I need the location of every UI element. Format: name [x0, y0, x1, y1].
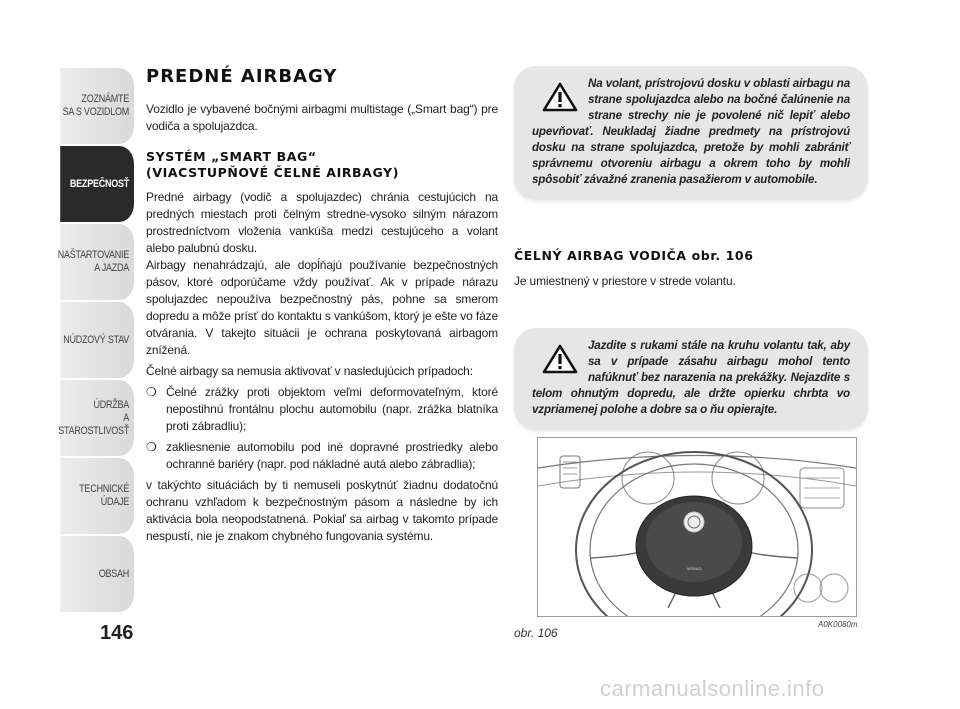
bullet-item	[146, 384, 498, 435]
driver-airbag-title: ČELNÝ AIRBAG VODIČA obr. 106	[514, 248, 754, 263]
warning-box-2	[514, 328, 868, 430]
warning-box-1	[514, 66, 868, 200]
paragraph-1: Predné airbagy (vodič a spolujazdec) chránia cestujúcich na predných miestach proti čelným stredne-vysoko silným nárazom prostredníctvom vloženia vankúša medzi cestujúceho a volant alebo palubnú dosku.	[146, 190, 498, 255]
intro-paragraph: Vozidlo je vybavené bočnými airbagmi multistage („Smart bag“) pre vodiča a spolujazdca.	[146, 102, 498, 133]
left-column	[146, 66, 498, 549]
paragraph-3: Čelné airbagy sa nemusia aktivovať v nasledujúcich prípadoch:	[146, 364, 473, 378]
tab-nastartovanie[interactable]: NAŠTARTOVANIE A JAZDA	[60, 224, 134, 300]
paragraph-4: v takýchto situáciách by ti nemuseli poskytnúť žiadnu dodatočnú ochranu vzhľadom k bezpečnostným pásom a následne by ich aktivácia bola neopodstatnená. Pokiaľ sa airbag v takomto prípade nespustí, nie je znakom chybného fungovania systému.	[146, 478, 498, 543]
steering-wheel-illustration	[538, 438, 856, 616]
warning-triangle-icon	[542, 344, 578, 374]
right-column	[514, 66, 868, 430]
section-title-line2: (VIACSTUPŇOVÉ ČELNÉ AIRBAGY)	[146, 165, 400, 180]
bullet-text-2: zakliesnenie automobilu pod iné dopravné prostriedky alebo ochranné bariéry (napr. pod nákladné autá alebo zábradlia);	[166, 440, 498, 471]
svg-text:AIRBAG: AIRBAG	[686, 566, 702, 571]
chapter-tabs	[44, 68, 134, 614]
section-title-line1: SYSTÉM „SMART BAG“	[146, 149, 317, 164]
bullet-circle-icon: ❍	[146, 440, 157, 454]
watermark: carmanualsonline.info	[600, 676, 825, 701]
page-title: PREDNÉ AIRBAGY	[146, 66, 338, 87]
section-title	[146, 149, 498, 181]
page-number: 146	[100, 622, 134, 644]
paragraph-2: Airbagy nenahrádzajú, ale dopĺňajú používanie bezpečnostných pásov, ktoré odporúčame vždy používať. Ak v prípade nárazu spolujazdec nepoužíva bezpečnostný pás, pohne sa smerom dopredu a môže prísť do kontaktu s vankúšom, ktorý je ešte vo fáze otvárania. V takejto situácii je ochrana poskytovaná airbagom znížená.	[146, 258, 498, 357]
figure-code: A0K0080m	[818, 620, 858, 629]
figure-caption: obr. 106	[514, 626, 558, 640]
steering-wheel-figure	[537, 437, 857, 617]
warning-text-1: Na volant, prístrojovú dosku v oblasti airbagu na strane spolujazdca alebo na bočné čalúnenie na strane strechy nie je povolené nič lepiť alebo upevňovať. Neukladaj žiadne predmety na prístrojovú dosku na strane spolujazdca, pretože by mohli zabrániť správnemu otvoreniu airbagu a okrem toho by mohli spôsobiť závažné zranenia pasažierom v automobile.	[532, 77, 850, 186]
tab-udrzba[interactable]: ÚDRŽBA A STAROSTLIVOSŤ	[60, 380, 134, 456]
warning-triangle-icon	[542, 82, 578, 112]
driver-airbag-text: Je umiestnený v priestore v strede volantu.	[514, 274, 736, 288]
tab-zoznamte[interactable]: ZOZNÁMTE SA S VOZIDLOM	[60, 68, 134, 144]
tab-obsah[interactable]: OBSAH	[60, 536, 134, 612]
tab-bezpecnost[interactable]: BEZPEČNOSŤ	[60, 146, 134, 222]
bullet-circle-icon: ❍	[146, 385, 157, 399]
bullet-item	[146, 439, 498, 473]
tab-technicke-udaje[interactable]: TECHNICKÉ ÚDAJE	[60, 458, 134, 534]
warning-text-2: Jazdite s rukami stále na kruhu volantu tak, aby sa v prípade zásahu airbagu mohol tento nafúknuť bez narazenia na prekážky. Nejazdite s telom ohnutým dopredu, ale držte opierku chrbta vo vzpriamenej polohe a dobre sa o ňu opierajte.	[532, 339, 850, 416]
bullet-text-1: Čelné zrážky proti objektom veľmi deformovateľným, ktoré nepostihnú frontálnu plochu automobilu (napr. zrážka blatníka proti zábradliu);	[166, 385, 498, 433]
tab-nudzovy-stav[interactable]: NÚDZOVÝ STAV	[60, 302, 134, 378]
